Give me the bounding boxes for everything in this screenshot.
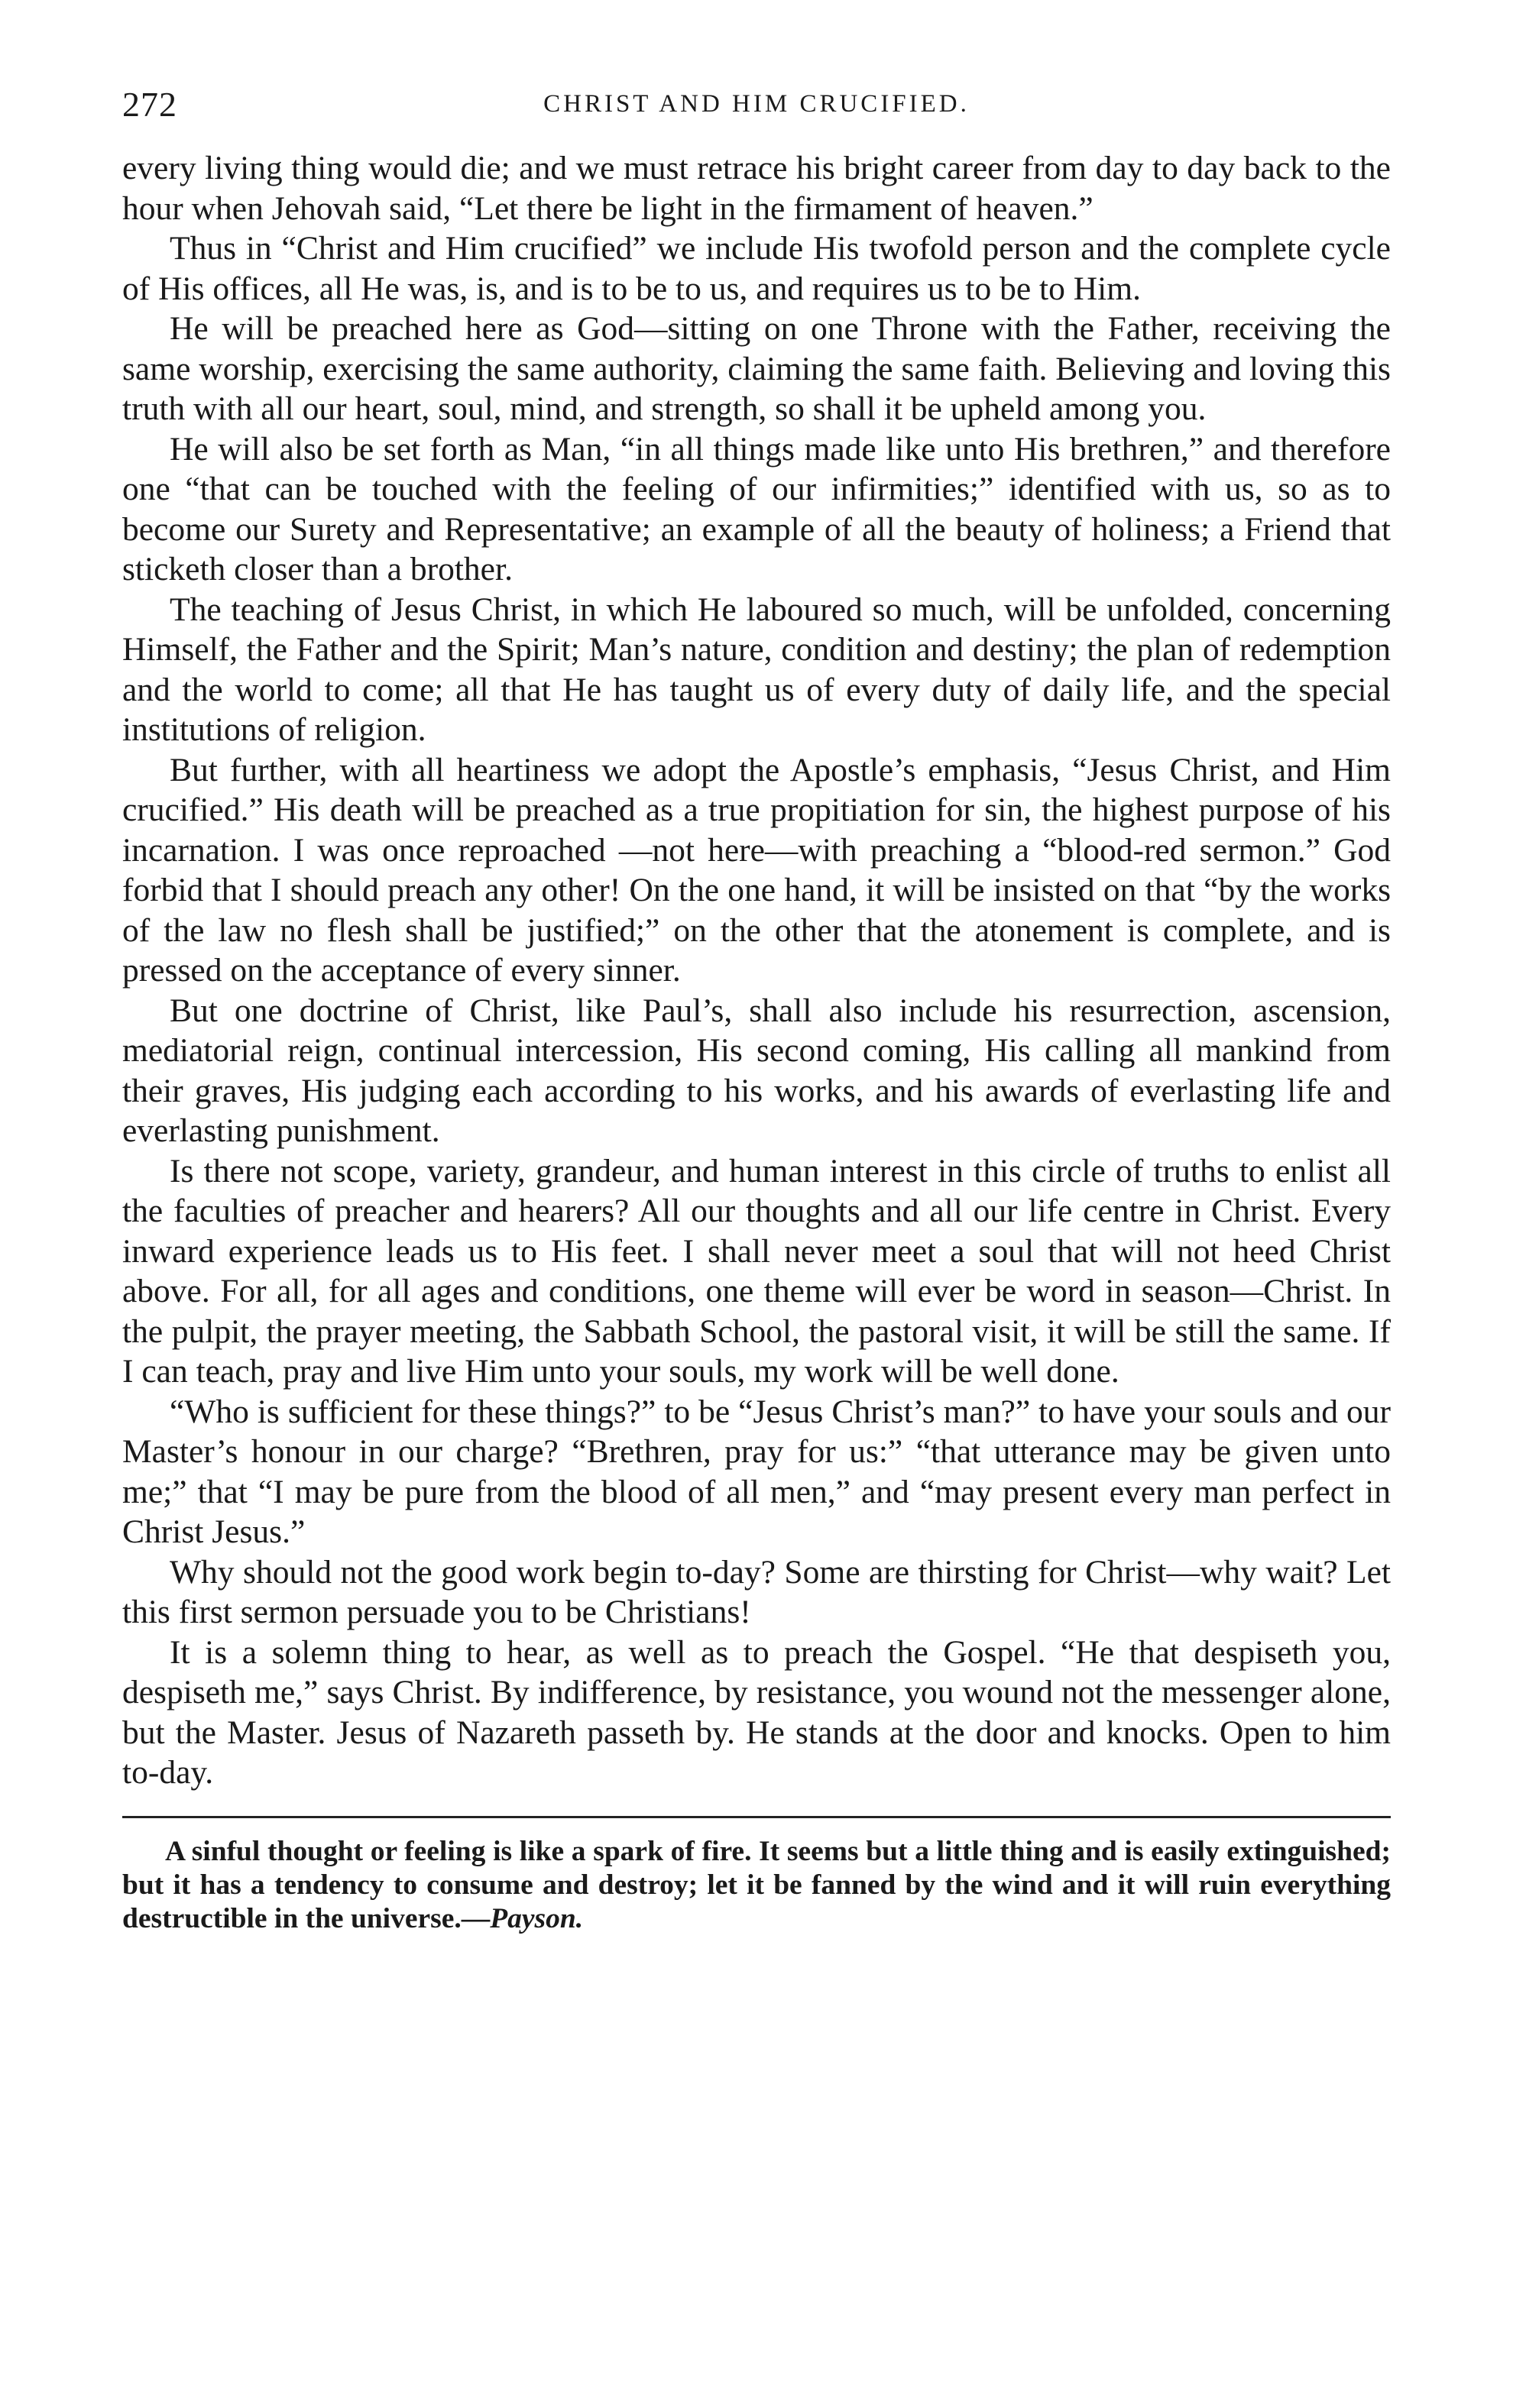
- footnote-paragraph: [122, 1835, 1391, 1936]
- footnote-text: A sinful thought or feeling is like a spark of fire. It seems but a little thing and is easily extinguished; but it has a tendency to consume and destroy; let it be fanned by the wind and it will ruin everything destructible in the universe.—: [122, 1835, 1391, 1934]
- running-title: CHRIST AND HIM CRUCIFIED.: [543, 90, 970, 118]
- footnote-attribution: Payson.: [490, 1902, 584, 1934]
- book-page: [122, 84, 1391, 1936]
- paragraph: But one doctrine of Christ, like Paul’s, shall also include his resurrection, ascension, mediatorial reign, continual intercession, His second coming, His calling all mankind from their graves, His judging each according to his works, and his awards of everlasting life and everlasting punishment.: [122, 992, 1391, 1149]
- paragraph: every living thing would die; and we must retrace his bright career from day to day back to the hour when Jehovah said, “Let there be light in the firmament of heaven.”: [122, 150, 1391, 227]
- page-header: [122, 84, 1391, 130]
- page-number: 272: [122, 85, 177, 124]
- paragraph: He will be preached here as God—sitting on one Throne with the Father, receiving the same worship, exercising the same authority, claiming the same faith. Believing and loving this truth with all our heart, soul, mind, and strength, so shall it be upheld among you.: [122, 310, 1391, 427]
- paragraph: It is a solemn thing to hear, as well as to preach the Gospel. “He that despiseth you, despiseth me,” says Christ. By indifference, by resistance, you wound not the messenger alone, but the Master. Jesus of Nazareth passeth by. He stands at the door and knocks. Open to him to-day.: [122, 1633, 1391, 1791]
- paragraph: He will also be set forth as Man, “in all things made like unto His brethren,” and therefore one “that can be touched with the feeling of our infirmities;” identified with us, so as to become our Surety and Representative; an example of all the beauty of holiness; a Friend that sticketh closer than a brother.: [122, 430, 1391, 587]
- paragraph: Why should not the good work begin to-day? Some are thirsting for Christ—why wait? Let this first sermon persuade you to be Christians!: [122, 1553, 1391, 1630]
- paragraph: Thus in “Christ and Him crucified” we include His twofold person and the complete cycle of His offices, all He was, is, and is to be to us, and requires us to be to Him.: [122, 230, 1391, 307]
- footnote-divider: [122, 1816, 1391, 1818]
- body-text: [122, 148, 1391, 1793]
- paragraph: But further, with all heartiness we adopt the Apostle’s emphasis, “Jesus Christ, and Him crucified.” His death will be preached as a true propitiation for sin, the highest purpose of his incarnation. I was once reproached —not here—with preaching a “blood-red sermon.” God forbid that I should preach any other! On the one hand, it will be insisted on that “by the works of the law no flesh shall be justified;” on the other that the atonement is complete, and is pressed on the acceptance of every sinner.: [122, 751, 1391, 989]
- paragraph: The teaching of Jesus Christ, in which He laboured so much, will be unfolded, concerning Himself, the Father and the Spirit; Man’s nature, condition and destiny; the plan of redemption and the world to come; all that He has taught us of every duty of daily life, and the special institutions of religion.: [122, 591, 1391, 748]
- footnote: [122, 1835, 1391, 1936]
- paragraph: Is there not scope, variety, grandeur, and human interest in this circle of truths to enlist all the faculties of preacher and hearers? All our thoughts and all our life centre in Christ. Every inward experience leads us to His feet. I shall never meet a soul that will not heed Christ above. For all, for all ages and conditions, one theme will ever be word in season—Christ. In the pulpit, the prayer meeting, the Sabbath School, the pastoral visit, it will be still the same. If I can teach, pray and live Him unto your souls, my work will be well done.: [122, 1152, 1391, 1390]
- paragraph: “Who is sufficient for these things?” to be “Jesus Christ’s man?” to have your souls and our Master’s honour in our charge? “Brethren, pray for us:” “that utterance may be given unto me;” that “I may be pure from the blood of all men,” and “may present every man perfect in Christ Jesus.”: [122, 1393, 1391, 1550]
